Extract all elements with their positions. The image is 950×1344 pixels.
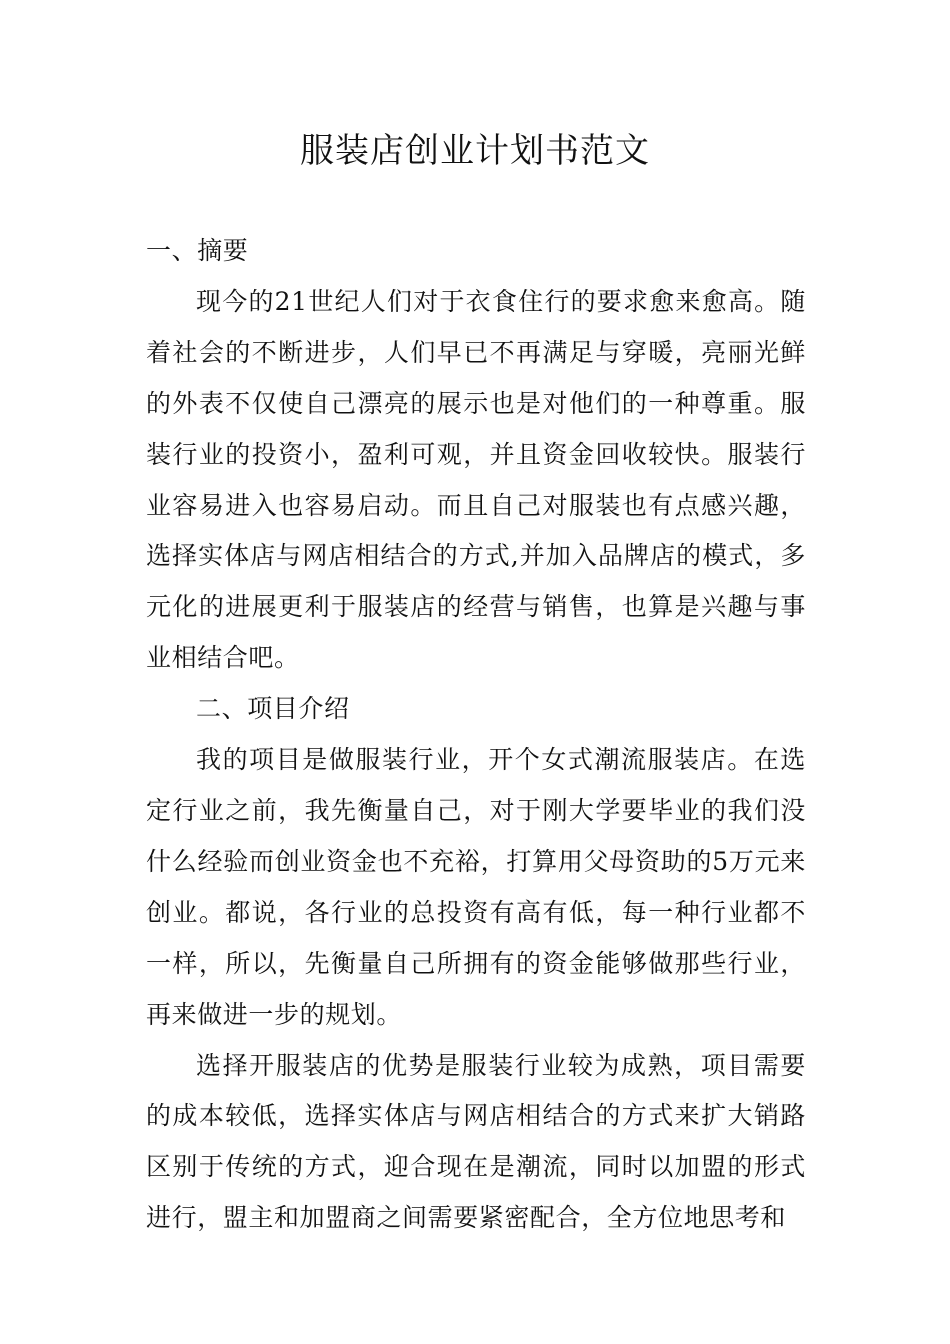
section-heading-project-intro: 二、项目介绍 [196,694,350,724]
section-heading-summary: 一、摘要 [146,236,249,265]
document-body [146,226,806,1244]
paragraph-project-intro: 我的项目是做服装行业，开个女式潮流服装店。在选定行业之前，我先衡量自己，对于刚大学要毕业的我们没什么经验而创业资金也不充裕，打算用父母资助的5万元来创业。都说，各行业的总投资有高有低，每一种行业都不一样，所以，先衡量自己所拥有的资金能够做那些行业，再来做进一步的规划。 [146,745,806,1029]
document-title: 服装店创业计划书范文 [300,131,650,171]
paragraph-summary: 现今的21世纪人们对于衣食住行的要求愈来愈高。随着社会的不断进步，人们早已不再满足与穿暖，亮丽光鲜的外表不仅使自己漂亮的展示也是对他们的一种尊重。服装行业的投资小，盈利可观，并且资金回收较快。服装行业容易进入也容易启动。而且自己对服装也有点感兴趣，选择实体店与网店相结合的方式,并加入品牌店的模式，多元化的进展更利于服装店的经营与销售，也算是兴趣与事业相结合吧。 [146,286,806,673]
paragraph-advantages: 选择开服装店的优势是服装行业较为成熟，项目需要的成本较低，选择实体店与网店相结合的方式来扩大销路区别于传统的方式，迎合现在是潮流，同时以加盟的形式进行，盟主和加盟商之间需要紧密配合，全方位地思考和 [146,1050,806,1233]
